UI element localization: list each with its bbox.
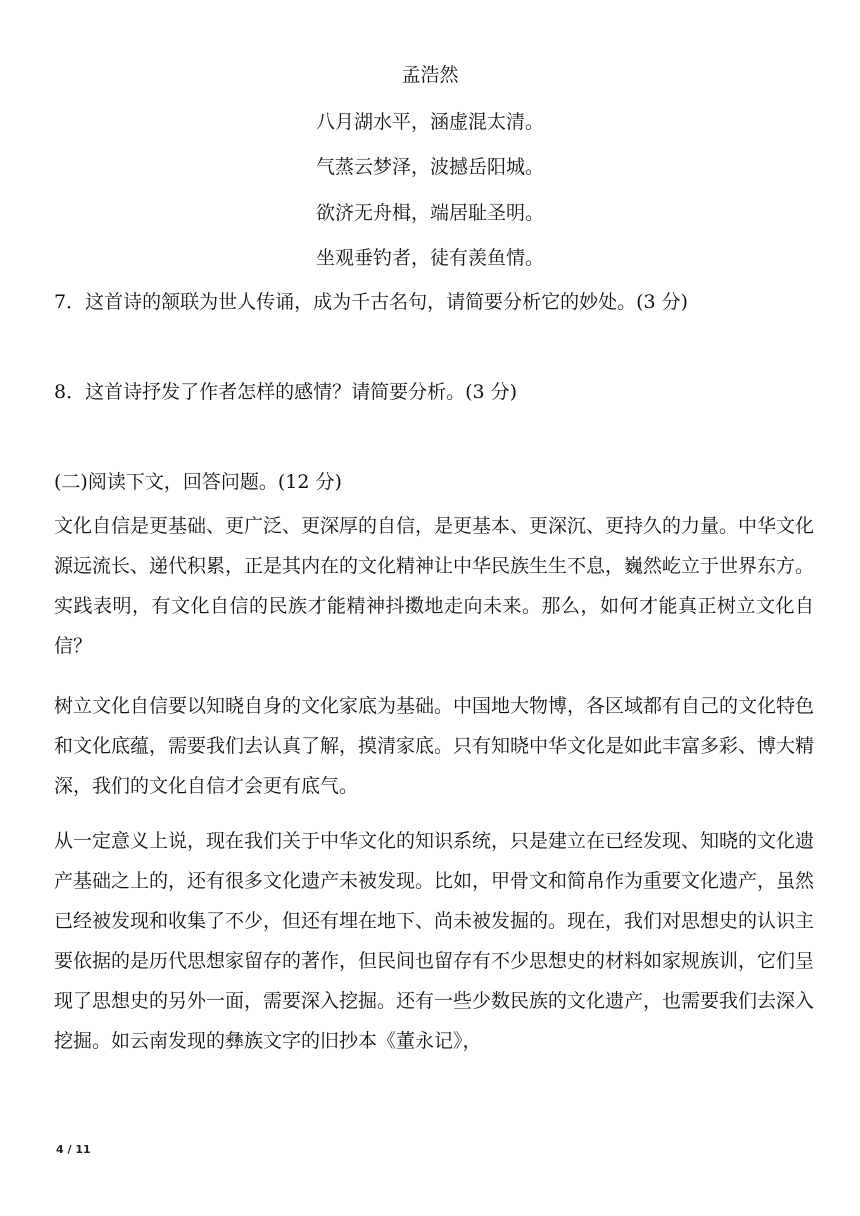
paragraph: 文化自信是更基础、更广泛、更深厚的自信，是更基本、更深沉、更持久的力量。中华文化源远流长、递代积累，正是其内在的文化精神让中华民族生生不息，巍然屹立于世界东方。实践表明，有文化自信的民族才能精神抖擞地走向未来。那么，如何才能真正树立文化自信？ [54,515,815,657]
section-heading: (二)阅读下文，回答问题。(12 分) [54,471,342,493]
poem-line: 欲济无舟楫，端居耻圣明。 [315,202,544,224]
paragraph: 树立文化自信要以知晓自身的文化家底为基础。中国地大物博，各区域都有自己的文化特色和文化底蕴，需要我们去认真了解，摸清家底。只有知晓中华文化是如此丰富多彩、博大精深，我们的文化自信才会更有底气。 [54,695,815,797]
paragraph: 从一定意义上说，现在我们关于中华文化的知识系统，只是建立在已经发现、知晓的文化遗产基础之上的，还有很多文化遗产未被发现。比如，甲骨文和简帛作为重要文化遗产，虽然已经被发现和收集了不少，但还有埋在地下、尚未被发掘的。现在，我们对思想史的认识主要依据的是历代思想家留存的著作，但民间也留存有不少思想史的材料如家规族训，它们呈现了思想史的另外一面，需要深入挖掘。还有一些少数民族的文化遗产，也需要我们去深入挖掘。如云南发现的彝族文字的旧抄本《董永记》， [54,830,815,1052]
poem-author: 孟浩然 [401,64,459,86]
question-8: 8．这首诗抒发了作者怎样的感情？请简要分析。(3 分) [54,381,518,403]
page-number: 4 / 11 [56,1143,91,1156]
poem-line: 坐观垂钓者，徒有羡鱼情。 [315,247,544,269]
question-7: 7．这首诗的颔联为世人传诵，成为千古名句，请简要分析它的妙处。(3 分) [54,291,689,313]
poem-line: 气蒸云梦泽，波撼岳阳城。 [315,156,544,178]
poem-line: 八月湖水平，涵虚混太清。 [315,111,544,133]
